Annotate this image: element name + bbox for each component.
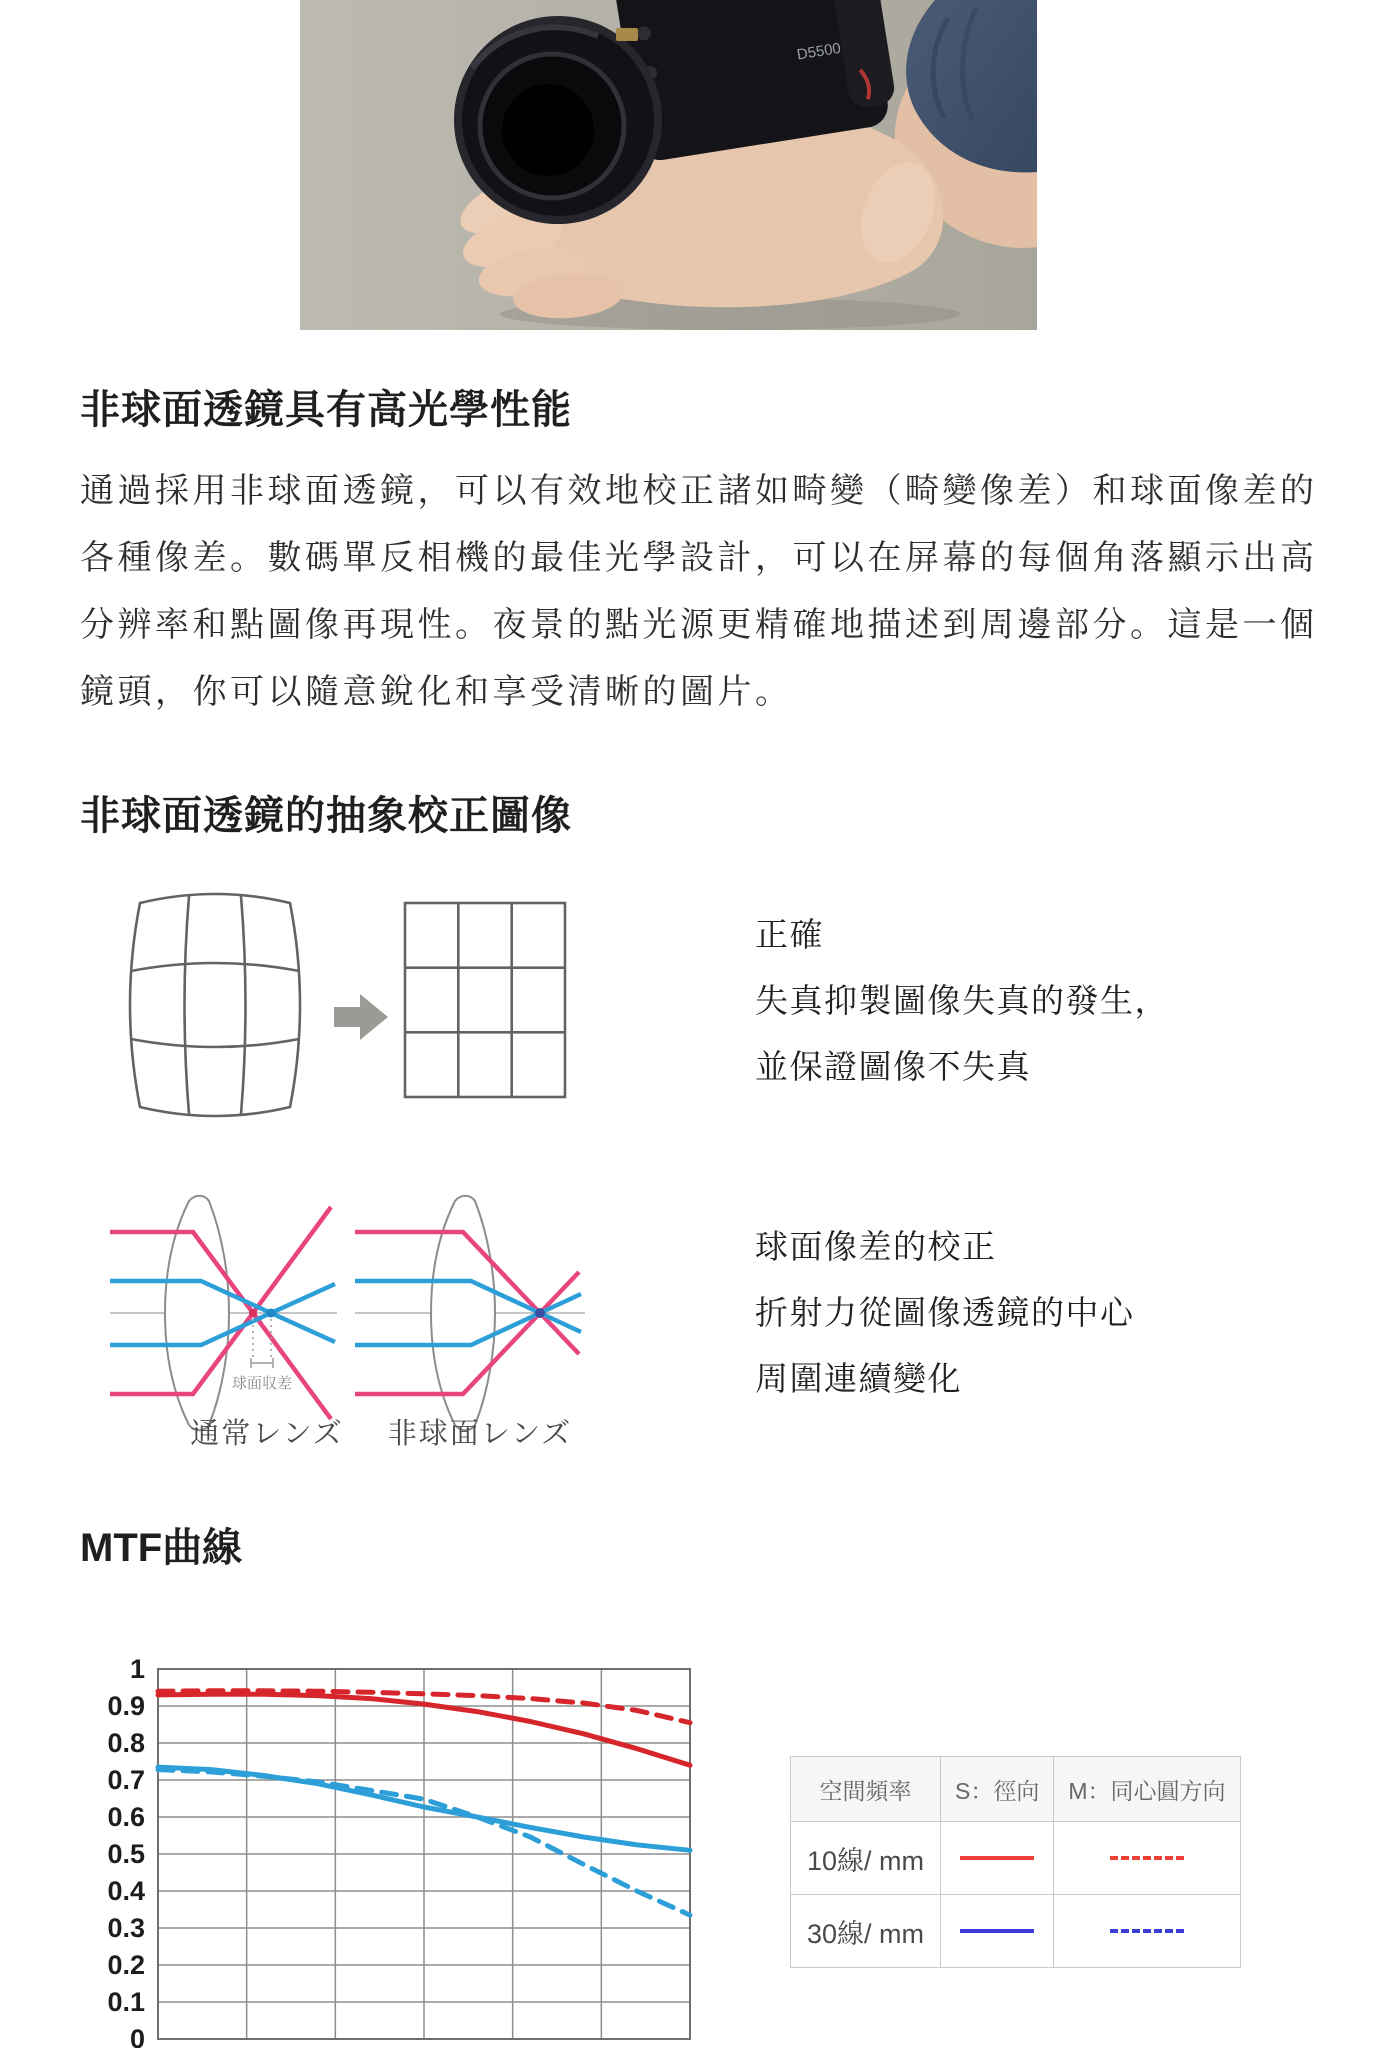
heading-abstract-correction: 非球面透鏡的抽象校正圖像 [80, 794, 572, 838]
caption-line: 周圍連續變化 [755, 1360, 962, 1397]
svg-text:1: 1 [129, 1654, 145, 1684]
legend-row-10 [791, 1822, 1241, 1895]
aspherical-lens-label: 非球面レンズ [387, 1418, 573, 1450]
product-photo-illustration [300, 0, 1037, 330]
svg-text:0.2: 0.2 [107, 1950, 145, 1980]
mtf-chart [95, 1650, 711, 2048]
camera-model-text: D5500 [795, 39, 843, 64]
legend-swatch-red-solid [960, 1856, 1034, 1860]
caption-line: 折射力從圖像透鏡的中心 [755, 1294, 1135, 1331]
normal-lens-diagram [110, 1196, 344, 1450]
legend-header-meridional: M：同心圓方向 [1054, 1757, 1240, 1822]
caption-line: 失真抑製圖像失真的發生， [755, 982, 1169, 1019]
normal-lens-label: 通常レンズ [190, 1418, 344, 1450]
paragraph-line: 通過採用非球面透鏡，可以有效地校正諸如畸變（畸變像差）和球面像差的 [80, 472, 1318, 510]
legend-row-30 [791, 1895, 1241, 1968]
legend-swatch-blue-dashed [1110, 1929, 1184, 1933]
svg-text:0: 0 [129, 2024, 145, 2048]
distorted-grid [130, 894, 300, 1116]
svg-text:0.7: 0.7 [107, 1765, 145, 1795]
paragraph-line: 各種像差。數碼單反相機的最佳光學設計，可以在屏幕的每個角落顯示出高 [80, 539, 1318, 577]
paragraph-line: 鏡頭，你可以隨意銳化和享受清晰的圖片。 [80, 673, 793, 711]
paragraph-line: 分辨率和點圖像再現性。夜景的點光源更精確地描述到周邊部分。這是一個 [80, 606, 1318, 644]
svg-text:0.5: 0.5 [107, 1839, 145, 1869]
distortion-caption [755, 902, 1169, 1100]
mtf-legend-table [790, 1756, 1241, 1968]
caption-line: 並保證圖像不失真 [755, 1048, 1031, 1085]
svg-text:0.1: 0.1 [107, 1987, 145, 2017]
legend-label-10: 10線/ mm [791, 1822, 941, 1895]
legend-header-frequency: 空間頻率 [791, 1757, 941, 1822]
svg-text:0.8: 0.8 [107, 1728, 145, 1758]
corrected-grid [405, 903, 565, 1097]
intro-paragraph [80, 458, 1318, 726]
distortion-diagram [110, 875, 610, 1125]
legend-header-row [791, 1757, 1241, 1822]
svg-text:0.6: 0.6 [107, 1802, 145, 1832]
svg-text:0.3: 0.3 [107, 1913, 145, 1943]
legend-label-30: 30線/ mm [791, 1895, 941, 1968]
transform-arrow-icon [334, 994, 388, 1040]
legend-header-sagittal: S：徑向 [941, 1757, 1054, 1822]
legend-swatch-blue-solid [960, 1929, 1034, 1933]
spherical-aberration-label: 球面収差 [231, 1375, 293, 1392]
caption-line: 球面像差的校正 [755, 1228, 997, 1265]
svg-text:0.9: 0.9 [107, 1691, 145, 1721]
aberration-caption [755, 1214, 1135, 1412]
aspherical-lens-diagram [355, 1196, 585, 1450]
heading-optical-performance: 非球面透鏡具有高光學性能 [80, 388, 572, 432]
product-photo [300, 0, 1037, 330]
lens-ray-diagram [85, 1175, 615, 1450]
heading-mtf: MTF曲線 [80, 1526, 243, 1570]
svg-text:0.4: 0.4 [107, 1876, 145, 1906]
caption-line: 正確 [755, 916, 824, 953]
legend-swatch-red-dashed [1110, 1856, 1184, 1860]
